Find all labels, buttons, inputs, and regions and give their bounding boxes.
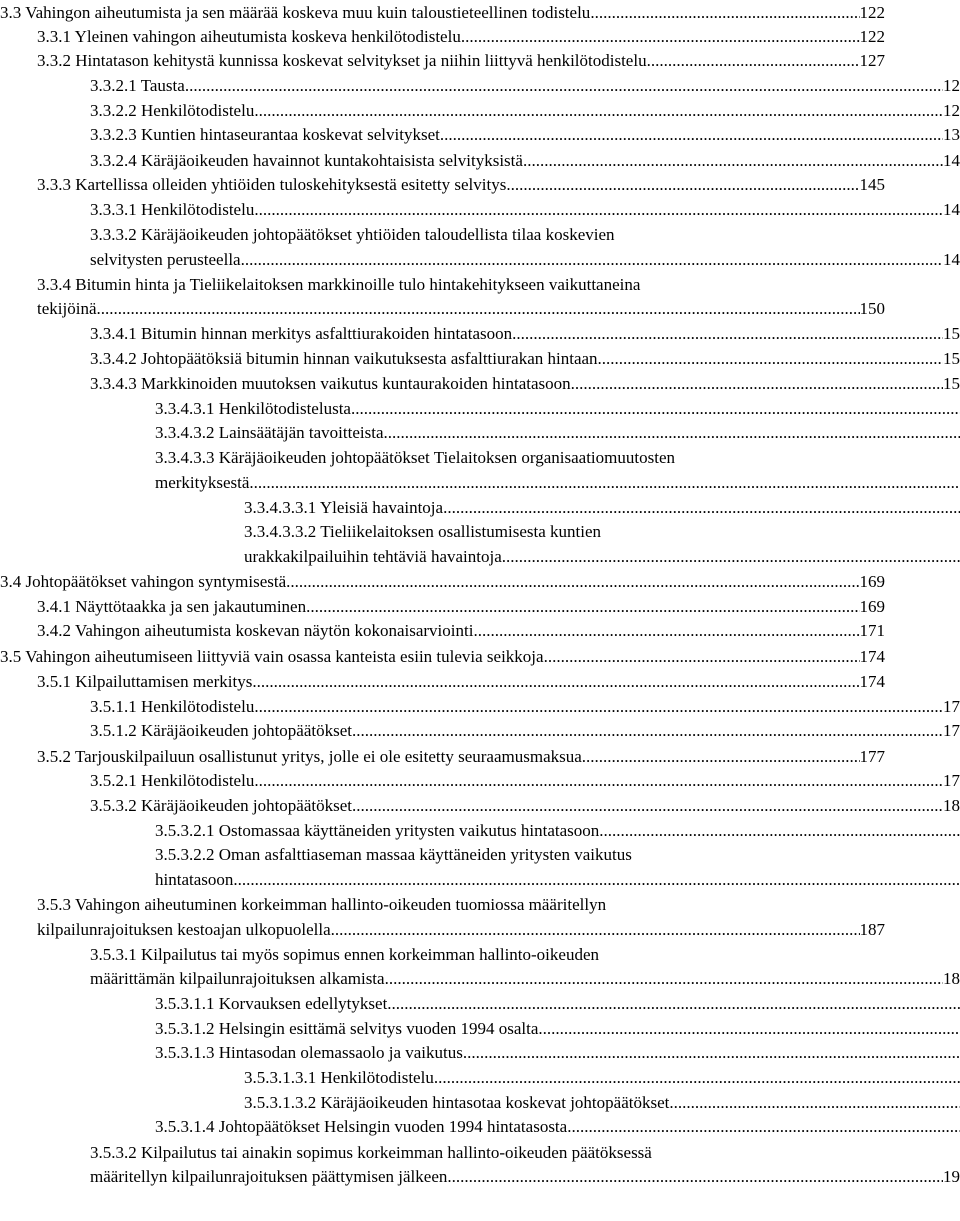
dot-leader bbox=[512, 323, 943, 345]
toc-entry-title: 3.3.2.3 Kuntien hintaseurantaa koskevat selvitykset bbox=[90, 125, 440, 144]
toc-entry[interactable] bbox=[90, 371, 960, 395]
dot-leader bbox=[254, 770, 943, 792]
toc-entry-title: 3.5 Vahingon aiheutumiseen liittyviä vain osassa kanteista esiin tulevia seikkoja bbox=[0, 647, 544, 666]
toc-entry[interactable] bbox=[155, 396, 960, 420]
toc-page-number: 127 bbox=[859, 51, 885, 70]
toc-entry-title: urakkakilpailuihin tehtäviä havaintoja bbox=[244, 547, 502, 566]
toc-entry-title: 3.3.4.3.3 Käräjäoikeuden johtopäätökset Tielaitoksen organisaatiomuutosten bbox=[155, 448, 675, 467]
dot-leader bbox=[254, 696, 943, 718]
toc-entry-title: 3.5.3.1.3.2 Käräjäoikeuden hintasotaa koskevat johtopäätökset bbox=[244, 1093, 670, 1112]
toc-entry[interactable] bbox=[90, 718, 960, 742]
toc-entry-title: 3.3.4.3.3.2 Tieliikelaitoksen osallistumisesta kuntien bbox=[244, 522, 601, 541]
toc-entry-title: määrittämän kilpailunrajoituksen alkamista bbox=[90, 969, 385, 988]
dot-leader bbox=[567, 1116, 960, 1138]
dot-leader bbox=[96, 298, 859, 320]
toc-entry[interactable] bbox=[37, 48, 885, 72]
toc-page-number: 17 bbox=[943, 697, 960, 716]
toc-page-number: 174 bbox=[859, 672, 885, 691]
dot-leader bbox=[286, 571, 859, 593]
toc-entry-title: 3.3.1 Yleinen vahingon aiheutumista koskeva henkilötodistelu bbox=[37, 27, 461, 46]
toc-page-number: 187 bbox=[859, 920, 885, 939]
toc-entry[interactable] bbox=[37, 892, 960, 916]
dot-leader bbox=[447, 1166, 943, 1188]
toc-page-number: 17 bbox=[943, 771, 960, 790]
dot-leader bbox=[523, 150, 943, 172]
toc-page-number: 174 bbox=[859, 647, 885, 666]
toc-page-number: 18 bbox=[943, 796, 960, 815]
dot-leader bbox=[463, 1042, 960, 1064]
toc-entry[interactable] bbox=[90, 197, 960, 221]
toc-page-number: 17 bbox=[943, 721, 960, 740]
toc-page-number: 177 bbox=[859, 747, 885, 766]
toc-entry-title: 3.5.1 Kilpailuttamisen merkitys bbox=[37, 672, 253, 691]
toc-entry[interactable] bbox=[155, 420, 960, 444]
toc-entry[interactable] bbox=[244, 495, 960, 519]
toc-entry[interactable] bbox=[90, 222, 960, 246]
toc-page-number: 150 bbox=[859, 299, 885, 318]
dot-leader bbox=[352, 795, 943, 817]
toc-entry[interactable] bbox=[90, 966, 960, 990]
toc-entry-title: 3.5.3.1.3.1 Henkilötodistelu bbox=[244, 1068, 434, 1087]
dot-leader bbox=[590, 2, 859, 24]
toc-entry[interactable] bbox=[155, 470, 960, 494]
toc-entry-title: 3.3.3 Kartellissa olleiden yhtiöiden tuloskehityksestä esitetty selvitys bbox=[37, 175, 507, 194]
toc-entry[interactable] bbox=[90, 768, 960, 792]
toc-entry-title: 3.3.2.1 Tausta bbox=[90, 76, 185, 95]
toc-entry-title: 3.3.3.2 Käräjäoikeuden johtopäätökset yhtiöiden taloudellista tilaa koskevien bbox=[90, 225, 615, 244]
toc-entry-title: 3.3.3.1 Henkilötodistelu bbox=[90, 200, 255, 219]
dot-leader bbox=[647, 50, 860, 72]
toc-entry[interactable] bbox=[37, 272, 960, 296]
toc-entry[interactable] bbox=[90, 321, 960, 345]
toc-entry[interactable] bbox=[90, 247, 960, 271]
dot-leader bbox=[506, 174, 859, 196]
toc-entry[interactable] bbox=[0, 0, 885, 24]
toc-page-number: 15 bbox=[943, 324, 960, 343]
toc-entry-title: 3.5.3.2 Käräjäoikeuden johtopäätökset bbox=[90, 796, 353, 815]
toc-entry-title: 3.3.4.3.2 Lainsäätäjän tavoitteista bbox=[155, 423, 384, 442]
toc-entry[interactable] bbox=[37, 744, 885, 768]
toc-entry[interactable] bbox=[244, 544, 960, 568]
toc-entry[interactable] bbox=[155, 445, 960, 469]
toc-entry-title: 3.5.2.1 Henkilötodistelu bbox=[90, 771, 255, 790]
dot-leader bbox=[538, 1018, 960, 1040]
toc-entry-title: 3.5.3.2.2 Oman asfalttiaseman massaa käyttäneiden yritysten vaikutus bbox=[155, 845, 632, 864]
toc-entry[interactable] bbox=[37, 669, 885, 693]
toc-entry[interactable] bbox=[90, 793, 960, 817]
dot-leader bbox=[254, 199, 943, 221]
dot-leader bbox=[571, 373, 943, 395]
dot-leader bbox=[233, 869, 960, 891]
toc-entry[interactable] bbox=[244, 519, 960, 543]
dot-leader bbox=[582, 746, 860, 768]
dot-leader bbox=[241, 249, 943, 271]
dot-leader bbox=[387, 993, 960, 1015]
toc-entry-title: 3.5.3.1.1 Korvauksen edellytykset bbox=[155, 994, 388, 1013]
toc-entry-title: 3.3 Vahingon aiheutumista ja sen määrää koskeva muu kuin taloustieteellinen todistelu bbox=[0, 3, 591, 22]
dot-leader bbox=[599, 820, 960, 842]
dot-leader bbox=[306, 596, 859, 618]
toc-page-number: 14 bbox=[943, 200, 960, 219]
toc-entry-title: kilpailunrajoituksen kestoajan ulkopuolella bbox=[37, 920, 331, 939]
toc-entry-title: hintatasoon bbox=[155, 870, 234, 889]
toc-entry[interactable] bbox=[37, 618, 885, 642]
toc-entry[interactable] bbox=[155, 818, 960, 842]
toc-page-number: 14 bbox=[943, 151, 960, 170]
toc-entry-title: 3.3.2.4 Käräjäoikeuden havainnot kuntakohtaisista selvityksistä bbox=[90, 151, 523, 170]
toc-entry[interactable] bbox=[90, 346, 960, 370]
toc-page-number: 15 bbox=[943, 374, 960, 393]
toc-entry-title: 3.5.3.1.3 Hintasodan olemassaolo ja vaikutus bbox=[155, 1043, 463, 1062]
toc-entry[interactable] bbox=[0, 644, 885, 668]
toc-entry-title: merkityksestä bbox=[155, 473, 250, 492]
dot-leader bbox=[502, 546, 960, 568]
toc-entry[interactable] bbox=[90, 73, 960, 97]
dot-leader bbox=[598, 348, 943, 370]
dot-leader bbox=[185, 75, 943, 97]
toc-entry[interactable] bbox=[90, 98, 960, 122]
toc-page-number: 122 bbox=[859, 3, 885, 22]
toc-entry[interactable] bbox=[244, 1090, 960, 1114]
dot-leader bbox=[352, 720, 943, 742]
toc-entry[interactable] bbox=[37, 594, 885, 618]
dot-leader bbox=[254, 100, 943, 122]
toc-entry[interactable] bbox=[90, 1164, 960, 1188]
dot-leader bbox=[252, 671, 859, 693]
toc-page-number: 15 bbox=[943, 349, 960, 368]
toc-entry[interactable] bbox=[244, 1065, 960, 1089]
toc-entry-title: 3.5.3.1 Kilpailutus tai myös sopimus ennen korkeimman hallinto-oikeuden bbox=[90, 945, 599, 964]
toc-entry-title: 3.5.3.1.4 Johtopäätökset Helsingin vuoden 1994 hintatasosta bbox=[155, 1117, 568, 1136]
toc-entry[interactable] bbox=[0, 569, 885, 593]
toc-entry[interactable] bbox=[90, 942, 960, 966]
toc-entry[interactable] bbox=[90, 148, 960, 172]
toc-page-number: 12 bbox=[943, 101, 960, 120]
dot-leader bbox=[440, 124, 943, 146]
dot-leader bbox=[443, 497, 960, 519]
toc-page-number: 19 bbox=[943, 1167, 960, 1186]
dot-leader bbox=[351, 398, 960, 420]
dot-leader bbox=[249, 472, 960, 494]
toc-entry[interactable] bbox=[90, 1140, 960, 1164]
dot-leader bbox=[473, 620, 859, 642]
dot-leader bbox=[331, 919, 860, 941]
dot-leader bbox=[669, 1092, 960, 1114]
toc-page-number: 169 bbox=[859, 597, 885, 616]
toc-entry-title: 3.4.2 Vahingon aiheutumista koskevan näytön kokonaisarviointi bbox=[37, 621, 474, 640]
toc-entry[interactable] bbox=[90, 122, 960, 146]
toc-page-number: 145 bbox=[859, 175, 885, 194]
toc-entry-title: 3.3.4.1 Bitumin hinnan merkitys asfalttiurakoiden hintatasoon bbox=[90, 324, 513, 343]
toc-entry[interactable] bbox=[155, 842, 960, 866]
toc-entry[interactable] bbox=[155, 1114, 960, 1138]
toc-page-number: 14 bbox=[943, 250, 960, 269]
toc-page-number: 12 bbox=[943, 76, 960, 95]
toc-entry[interactable] bbox=[155, 1040, 960, 1064]
toc-entry[interactable] bbox=[90, 694, 960, 718]
toc-entry-title: 3.5.3 Vahingon aiheutuminen korkeimman hallinto-oikeuden tuomiossa määritellyn bbox=[37, 895, 607, 914]
toc-page-number: 169 bbox=[859, 572, 885, 591]
toc-entry-title: 3.3.4.3.3.1 Yleisiä havaintoja bbox=[244, 498, 444, 517]
toc-entry-title: 3.5.3.1.2 Helsingin esittämä selvitys vuoden 1994 osalta bbox=[155, 1019, 539, 1038]
toc-page-number: 122 bbox=[859, 27, 885, 46]
toc-entry-title: 3.4 Johtopäätökset vahingon syntymisestä bbox=[0, 572, 287, 591]
toc-entry-title: 3.3.4.3 Markkinoiden muutoksen vaikutus kuntaurakoiden hintatasoon bbox=[90, 374, 571, 393]
toc-entry-title: 3.5.3.2 Kilpailutus tai ainakin sopimus korkeimman hallinto-oikeuden päätöksessä bbox=[90, 1143, 652, 1162]
toc-entry[interactable] bbox=[37, 917, 885, 941]
toc-entry-title: 3.5.1.1 Henkilötodistelu bbox=[90, 697, 255, 716]
toc-entry[interactable] bbox=[155, 991, 960, 1015]
toc-entry[interactable] bbox=[37, 24, 885, 48]
toc-entry-title: 3.3.2.2 Henkilötodistelu bbox=[90, 101, 255, 120]
toc-entry[interactable] bbox=[37, 172, 885, 196]
toc-entry-title: 3.4.1 Näyttötaakka ja sen jakautuminen bbox=[37, 597, 307, 616]
toc-entry-title: 3.3.4.2 Johtopäätöksiä bitumin hinnan vaikutuksesta asfalttiurakan hintaan bbox=[90, 349, 598, 368]
toc-entry-title: 3.5.2 Tarjouskilpailuun osallistunut yritys, jolle ei ole esitetty seuraamusmaksua bbox=[37, 747, 582, 766]
dot-leader bbox=[461, 26, 860, 48]
toc-page-number: 171 bbox=[859, 621, 885, 640]
toc-entry-title: tekijöinä bbox=[37, 299, 97, 318]
toc-entry[interactable] bbox=[155, 867, 960, 891]
toc-entry-title: 3.5.3.2.1 Ostomassaa käyttäneiden yritysten vaikutus hintatasoon bbox=[155, 821, 600, 840]
toc-entry-title: määritellyn kilpailunrajoituksen päättymisen jälkeen bbox=[90, 1167, 448, 1186]
toc-entry-title: 3.3.2 Hintatason kehitystä kunnissa koskevat selvitykset ja niihin liittyvä henkilötodistelu bbox=[37, 51, 647, 70]
dot-leader bbox=[544, 646, 860, 668]
dot-leader bbox=[434, 1067, 960, 1089]
toc-entry-title: 3.3.4 Bitumin hinta ja Tieliikelaitoksen markkinoille tulo hintakehitykseen vaikuttaneina bbox=[37, 275, 641, 294]
toc-entry-title: selvitysten perusteella bbox=[90, 250, 241, 269]
toc-page-number: 18 bbox=[943, 969, 960, 988]
toc-page-number: 13 bbox=[943, 125, 960, 144]
toc-entry[interactable] bbox=[37, 296, 885, 320]
dot-leader bbox=[385, 968, 943, 990]
dot-leader bbox=[384, 422, 960, 444]
toc-entry-title: 3.5.1.2 Käräjäoikeuden johtopäätökset bbox=[90, 721, 353, 740]
toc-entry[interactable] bbox=[155, 1016, 960, 1040]
toc-entry-title: 3.3.4.3.1 Henkilötodistelusta bbox=[155, 399, 351, 418]
